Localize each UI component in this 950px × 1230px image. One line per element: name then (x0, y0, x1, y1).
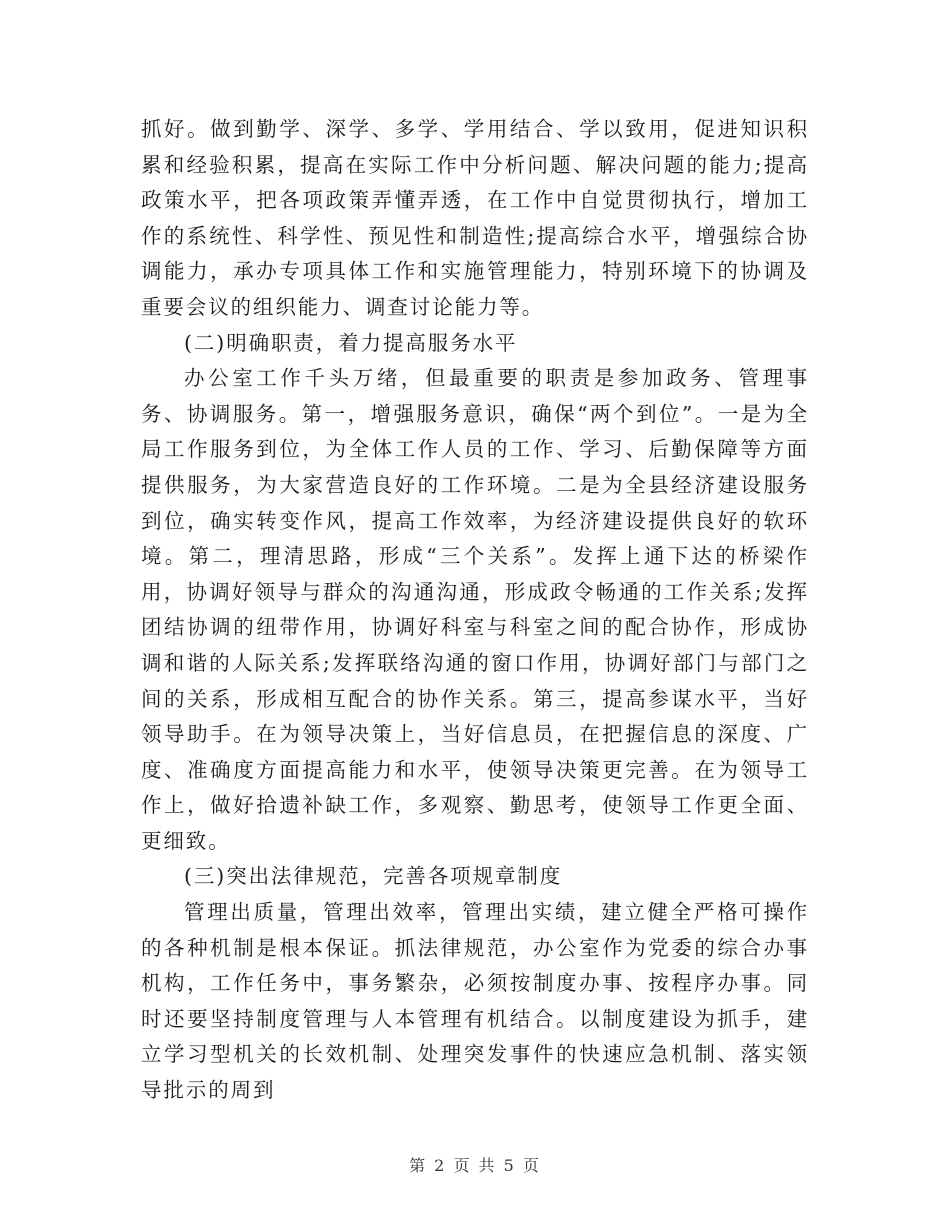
paragraph-office-duties: 办公室工作千头万绪，但最重要的职责是参加政务、管理事务、协调服务。第一，增强服务意识，确保“两个到位”。一是为全局工作服务到位，为全体工作人员的工作、学习、后勤保障等方面提供服务，为大家营造良好的工作环境。二是为全县经济建设服务到位，确实转变作风，提高工作效率，为经济建设提供良好的软环境。第二，理清思路，形成“三个关系”。发挥上通下达的桥梁作用，协调好领导与群众的沟通沟通，形成政令畅通的工作关系;发挥团结协调的纽带作用，协调好科室与科室之间的配合协作，形成协调和谐的人际关系;发挥联络沟通的窗口作用，协调好部门与部门之间的关系，形成相互配合的协作关系。第三，提高参谋水平，当好领导助手。在为领导决策上，当好信息员，在把握信息的深度、广度、准确度方面提高能力和水平，使领导决策更完善。在为领导工作上，做好拾遗补缺工作，多观察、勤思考，使领导工作更全面、更细致。 (141, 366, 809, 853)
paragraph-management: 管理出质量，管理出效率，管理出实绩，建立健全严格可操作的各种机制是根本保证。抓法律规范，办公室作为党委的综合办事机构，工作任务中，事务繁杂，必须按制度办事、按程序办事。同时还要坚持制度管理与人本管理有机结合。以制度建设为抓手，建立学习型机关的长效机制、处理突发事件的快速应急机制、落实领导批示的周到 (141, 900, 809, 1103)
paragraph-continuation: 抓好。做到勤学、深学、多学、学用结合、学以致用，促进知识积累和经验积累，提高在实际工作中分析问题、解决问题的能力;提高政策水平，把各项政策弄懂弄透，在工作中自觉贯彻执行，增加工作的系统性、科学性、预见性和制造性;提高综合水平，增强综合协调能力，承办专项具体工作和实施管理能力，特别环境下的协调及重要会议的组织能力、调查讨论能力等。 (141, 117, 809, 319)
section-heading-2: (二)明确职责，着力提高服务水平 (184, 330, 518, 355)
document-body (141, 112, 809, 1109)
section-heading-3: (三)突出法律规范，完善各项规章制度 (184, 864, 563, 889)
page-footer: 第 2 页 共 5 页 (409, 1156, 541, 1175)
